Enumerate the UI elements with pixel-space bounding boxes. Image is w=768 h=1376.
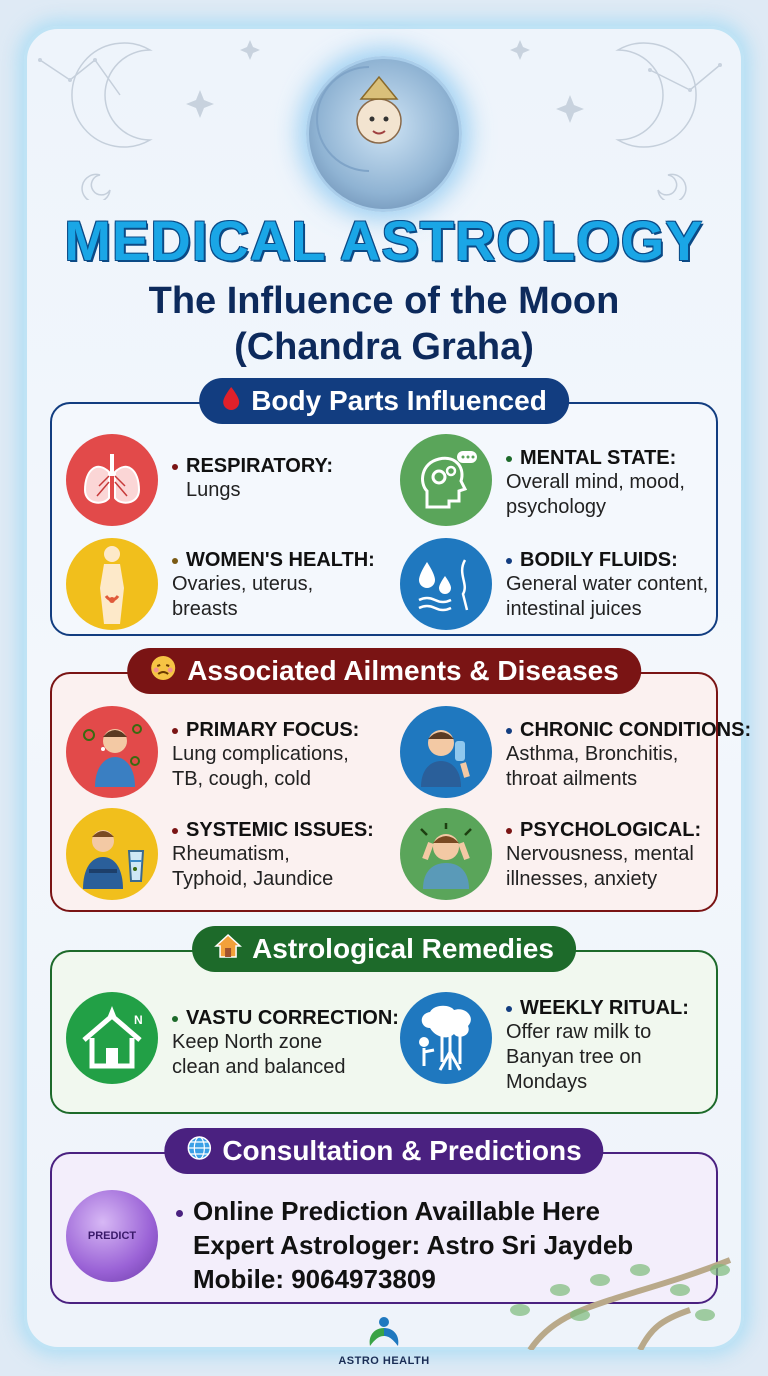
remedies-heading	[192, 926, 576, 972]
item-title: PSYCHOLOGICAL:	[520, 819, 702, 841]
item-desc-line: breasts	[172, 598, 238, 620]
body-parts-heading-label: Body Parts Influenced	[251, 385, 547, 416]
item-desc-line: TB, cough, cold	[172, 768, 311, 790]
body-parts-heading	[199, 378, 569, 424]
item-desc-line: General water content,	[506, 573, 709, 595]
page-title: MEDICAL ASTROLOGY	[64, 209, 704, 272]
compass-north-label: N	[134, 1013, 143, 1027]
item-desc-line: psychology	[506, 496, 607, 518]
item-desc-line: Asthma, Bronchitis,	[506, 743, 679, 765]
body-part-item	[400, 538, 708, 630]
predict-badge: PREDICT	[87, 1230, 137, 1242]
bullet	[176, 1210, 183, 1217]
astrologer-line: Expert Astrologer: Astro Sri Jaydeb	[193, 1230, 634, 1260]
body-part-item	[400, 434, 685, 526]
banyan-tree-icon	[400, 992, 492, 1084]
item-desc-line: intestinal juices	[506, 598, 642, 620]
remedy-item	[400, 992, 689, 1095]
remedies-panel	[50, 933, 718, 1114]
remedy-item	[66, 992, 399, 1084]
online-prediction-line: Online Prediction Availlable Here	[193, 1196, 600, 1226]
astro-health-logo-icon	[364, 1314, 404, 1350]
page-subtitle	[0, 278, 768, 370]
blood-drop-icon	[221, 386, 241, 417]
lungs-icon	[66, 434, 158, 526]
body-part-item	[66, 434, 333, 526]
moon-deity-emblem	[306, 56, 462, 212]
ailment-item	[400, 706, 751, 798]
body-parts-panel	[50, 385, 718, 636]
item-title: MENTAL STATE:	[520, 447, 677, 469]
item-desc-line: Banyan tree on	[506, 1046, 642, 1068]
item-desc-line: Lung complications,	[172, 743, 349, 765]
item-title: CHRONIC CONDITIONS:	[520, 719, 752, 741]
item-desc-line: clean and balanced	[172, 1056, 346, 1078]
house-icon	[214, 933, 242, 966]
item-desc-line: throat ailments	[506, 768, 638, 790]
sick-face-icon	[149, 654, 177, 689]
consultation-heading-label: Consultation & Predictions	[222, 1135, 582, 1166]
remedies-heading-label: Astrological Remedies	[252, 933, 554, 964]
banyan-leaves-decoration-icon	[490, 1240, 740, 1350]
anxious-person-icon	[400, 808, 492, 900]
item-desc-line: Lungs	[186, 479, 241, 501]
house-north-icon	[66, 992, 158, 1084]
item-title: VASTU CORRECTION:	[186, 1007, 399, 1029]
sick-person-water-icon	[66, 808, 158, 900]
crescent-face-icon	[309, 59, 429, 179]
item-desc-line: Keep North zone	[172, 1031, 323, 1053]
globe-icon	[186, 1135, 212, 1168]
item-desc-line: illnesses, anxiety	[506, 868, 658, 890]
subtitle-line-1: The Influence of the Moon	[148, 280, 620, 322]
subtitle-line-2: (Chandra Graha)	[234, 326, 534, 368]
item-desc-line: Offer raw milk to	[506, 1021, 652, 1043]
ailment-item	[66, 706, 359, 798]
item-title: WEEKLY RITUAL:	[520, 997, 689, 1019]
item-title: WOMEN'S HEALTH:	[186, 549, 375, 571]
consultation-heading	[164, 1128, 603, 1174]
body-part-item	[66, 538, 375, 630]
female-body-icon	[66, 538, 158, 630]
astro-health-logo	[334, 1314, 434, 1367]
ailment-item	[400, 808, 701, 900]
inhaler-person-icon	[400, 706, 492, 798]
item-title: PRIMARY FOCUS:	[186, 719, 360, 741]
item-title: SYSTEMIC ISSUES:	[186, 819, 374, 841]
water-drops-icon	[400, 538, 492, 630]
logo-text: ASTRO HEALTH	[338, 1355, 430, 1367]
item-title: BODILY FLUIDS:	[520, 549, 678, 571]
item-desc-line: Mondays	[506, 1071, 588, 1093]
item-desc-line: Overall mind, mood,	[506, 471, 685, 493]
item-desc-line: Ovaries, uterus,	[172, 573, 314, 595]
coughing-person-icon	[66, 706, 158, 798]
item-desc-line: Typhoid, Jaundice	[172, 868, 334, 890]
ailments-heading-label: Associated Ailments & Diseases	[187, 655, 619, 686]
mind-gears-icon	[400, 434, 492, 526]
ailments-panel	[50, 655, 752, 912]
ailment-item	[66, 808, 374, 900]
crystal-ball-icon	[66, 1190, 158, 1282]
item-title: RESPIRATORY:	[186, 455, 334, 477]
item-desc-line: Nervousness, mental	[506, 843, 694, 865]
mobile-line: Mobile: 9064973809	[193, 1264, 436, 1294]
ailments-heading	[127, 648, 641, 694]
item-desc-line: Rheumatism,	[172, 843, 290, 865]
